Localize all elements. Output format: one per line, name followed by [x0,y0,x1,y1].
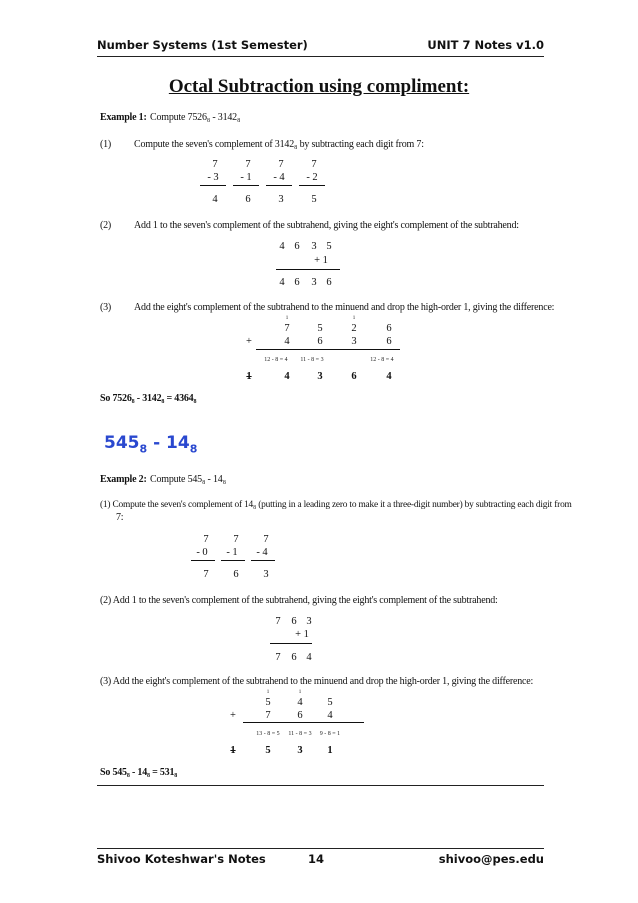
ex1-s3-addend: 3 [351,336,357,347]
ex2-s1-line [251,560,275,561]
ex1-s3-line [256,349,400,350]
ex1-s3-addend: 6 [386,336,392,347]
ex2-s2-result: 7 [275,652,281,663]
ex2-step3-text: (3) Add the eight's complement of the subtrahend to the minuend and drop the high-order 1, giving the difference: [100,676,534,687]
ex2-s1-sub: - 0 [196,547,208,558]
ex2-s1-result: 7 [203,569,209,580]
ex1-conclusion: So 7526₈ - 3142₈ = 4364₈ [100,393,197,404]
ex1-s3-top: 7 [284,323,290,334]
ex2-s3-dropped-carry: 1 [230,745,236,756]
footer-left: Shivoo Koteshwar's Notes [97,852,266,866]
header-right: UNIT 7 Notes v1.0 [427,38,544,52]
ex1-s2-top: 3 [311,241,317,252]
ex1-s1-result: 5 [311,194,317,205]
ex1-s2-add: + 1 [314,255,328,266]
ex2-s3-top: 4 [297,697,303,708]
ex1-step3-number: (3) [100,302,112,313]
ex1-s1-sub: - 3 [207,172,219,183]
ex1-s3-top: 6 [386,323,392,334]
ex2-s1-result: 3 [263,569,269,580]
ex2-s2-line [270,643,312,644]
ex1-s2-line [276,269,340,270]
ex1-s1-result: 3 [278,194,284,205]
ex2-s1-sub: - 1 [226,547,238,558]
ex1-s3-result: 4 [386,371,392,382]
highlight-base: 8 [189,442,198,456]
page-number: 14 [308,852,325,866]
ex2-step1-text: (1) Compute the seven's complement of 14₈ (putting in a leading zero to make it a three-digit number) by subtracting each digit from [100,500,572,510]
ex1-s2-result: 4 [279,277,285,288]
ex2-s2-result: 4 [306,652,312,663]
ex1-s2-result: 6 [294,277,300,288]
ex1-s2-top: 5 [326,241,332,252]
ex1-step1-number: (1) [100,139,112,150]
ex1-s3-work: 11 - 8 = 3 [300,357,324,363]
ex1-step2-text: Add 1 to the seven's complement of the subtrahend, giving the eight's complement of the subtrahend: [134,220,519,231]
ex1-s1-top: 7 [311,159,317,170]
ex1-step2-number: (2) [100,220,112,231]
ex1-s1-top: 7 [245,159,251,170]
ex1-s1-result: 4 [212,194,218,205]
ex1-s1-sub: - 1 [240,172,252,183]
example-highlight [104,433,197,455]
ex2-s1-top: 7 [233,534,239,545]
footer-right: shivoo@pes.edu [438,852,544,866]
highlight-base: 8 [139,442,148,456]
ex2-s1-line [191,560,215,561]
page-title: Octal Subtraction using compliment: [168,76,470,97]
ex2-s2-result: 6 [291,652,297,663]
ex1-s1-top: 7 [212,159,218,170]
ex1-step1-text: Compute the seven's complement of 3142₈ by subtracting each digit from 7: [134,139,424,150]
ex2-s3-carry: 1 [266,690,270,695]
ex1-task: Compute 7526₈ - 3142₈ [150,112,241,123]
ex1-s1-line [233,185,259,186]
ex1-s1-line [200,185,226,186]
ex1-s3-work: 12 - 8 = 4 [264,357,288,363]
ex1-step3-text: Add the eight's complement of the subtrahend to the minuend and drop the high-order 1, giving the difference: [134,302,555,313]
ex2-s2-top: 7 [275,616,281,627]
ex1-s2-top: 4 [279,241,285,252]
ex1-s2-result: 6 [326,277,332,288]
ex1-s3-addend: 6 [317,336,323,347]
ex2-s3-work: 13 - 8 = 5 [256,731,280,737]
ex2-s1-result: 6 [233,569,239,580]
ex2-s1-sub: - 4 [256,547,268,558]
ex2-step2-text: (2) Add 1 to the seven's complement of the subtrahend, giving the eight's complement of the subtrahend: [100,595,498,606]
ex2-s3-top: 5 [327,697,333,708]
ex1-s1-sub: - 4 [273,172,285,183]
ex1-s3-result: 4 [284,371,290,382]
ex2-s2-add: + 1 [295,629,309,640]
ex2-s3-line [243,722,364,723]
ex1-s1-line [299,185,325,186]
ex2-s3-plus: + [230,710,236,721]
ex2-s3-top: 5 [265,697,271,708]
ex1-s2-top: 6 [294,241,300,252]
ex2-s3-carry: 1 [298,690,302,695]
ex2-s3-result: 5 [265,745,271,756]
ex2-s3-addend: 6 [297,710,303,721]
page-header [97,38,544,57]
ex2-s3-work: 11 - 8 = 3 [288,731,312,737]
ex1-s3-addend: 4 [284,336,290,347]
header-left: Number Systems (1st Semester) [97,38,308,52]
ex2-s3-addend: 7 [265,710,271,721]
ex2-s1-top: 7 [263,534,269,545]
ex1-s2-result: 3 [311,277,317,288]
ex2-s3-addend: 4 [327,710,333,721]
ex1-s3-carry: 1 [285,316,289,321]
ex1-s3-top: 5 [317,323,323,334]
ex2-heading: Example 2: [100,474,147,485]
ex2-s3-work: 9 - 8 = 1 [319,731,341,737]
ex1-s1-top: 7 [278,159,284,170]
ex2-s2-top: 6 [291,616,297,627]
ex2-s3-result: 3 [297,745,303,756]
ex1-s3-dropped-carry: 1 [246,371,252,382]
ex2-s1-top: 7 [203,534,209,545]
highlight-minuend: 545 [104,433,140,453]
ex1-s1-sub: - 2 [306,172,318,183]
page-footer [97,848,544,866]
ex2-s2-top: 3 [306,616,312,627]
highlight-subtrahend: - 14 [147,433,190,453]
ex1-s3-result: 3 [317,371,323,382]
ex1-s1-line [266,185,292,186]
ex2-task: Compute 545₈ - 14₈ [150,474,226,485]
ex2-conclusion: So 545₈ - 14₈ = 531₈ [100,767,178,778]
ex1-s1-result: 6 [245,194,251,205]
ex1-heading: Example 1: [100,112,147,123]
ex1-s3-work: 12 - 8 = 4 [370,357,394,363]
ex1-s3-top: 2 [351,323,357,334]
ex1-s3-result: 6 [351,371,357,382]
section-divider [97,785,544,786]
ex2-s3-result: 1 [327,745,333,756]
ex1-s3-plus: + [246,336,252,347]
ex2-s1-line [221,560,245,561]
ex2-step1-text-cont: 7: [116,512,124,523]
ex1-s3-carry: 1 [352,316,356,321]
